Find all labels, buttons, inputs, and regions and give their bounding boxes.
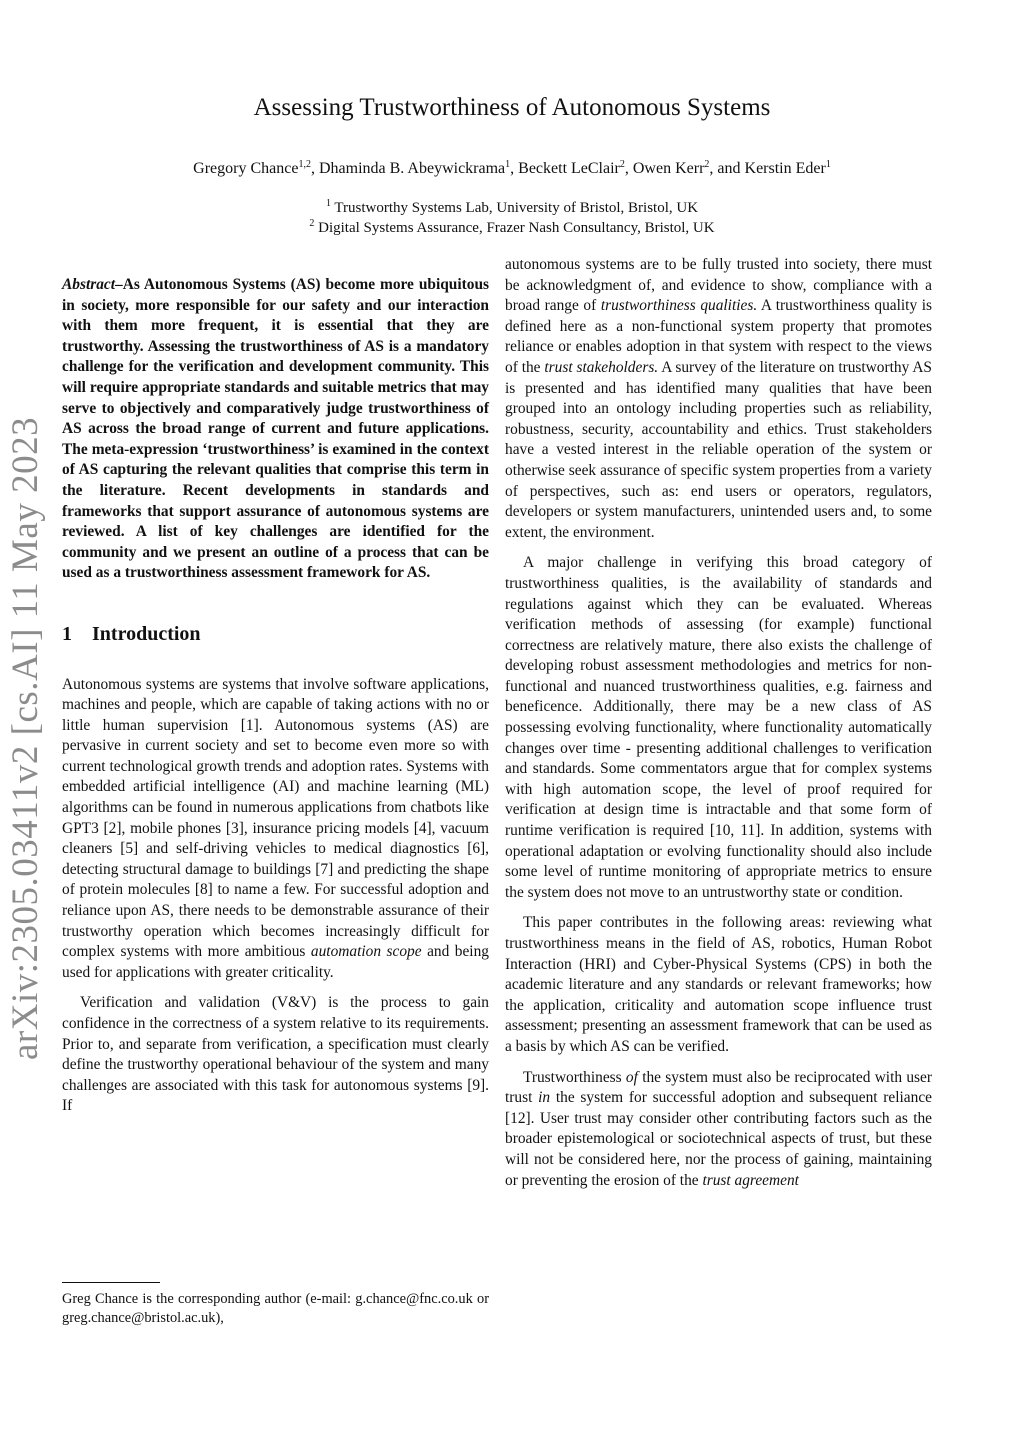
author-affil-mark: 1 bbox=[825, 159, 831, 170]
abstract bbox=[62, 275, 489, 584]
author-name: Owen Kerr bbox=[632, 160, 705, 177]
abstract-label: Abstract bbox=[62, 276, 116, 293]
affiliation-2 bbox=[0, 218, 1024, 238]
author-affil-mark: 2 bbox=[619, 159, 625, 170]
arxiv-identifier: arXiv:2305.03411v2 [cs.AI] 11 May 2023 bbox=[5, 416, 46, 1060]
section-heading-introduction bbox=[62, 624, 489, 645]
section-number: 1 bbox=[62, 622, 72, 645]
right-paragraph-4 bbox=[505, 1068, 932, 1192]
author-name: Beckett LeClair bbox=[518, 160, 620, 177]
intro-p1-text: Autonomous systems are systems that involve software applications, machines and people, which are capable of taking actions with no or little human supervision [1]. Autonomous systems (AS) are pervasive in current society and set to become even more so with current technological growth trends and adoption rates. Systems with embedded artificial intelligence (AI) and machine learning (ML) algorithms can be found in numerous applications from chatbots like GPT3 [2], mobile phones [3], insurance pricing models [4], vacuum cleaners [5] and self-driving vehicles to medical diagnostics [6], detecting structural damage to buildings [7] and predicting the shape of protein molecules [8] to name a few. For successful adoption and reliance upon AS, there needs to be demonstrable assurance of their trustworthy operation which becomes increasingly difficult for complex systems with more ambitious bbox=[62, 675, 489, 961]
affiliation-mark: 2 bbox=[309, 218, 315, 229]
abstract-text: –As Autonomous Systems (AS) become more ubiquitous in society, more responsible for our safety and our interaction with them more frequent, it is essential that they are trustworthy. Assessing the trustworthiness of AS is a mandatory challenge for the verification and development community. This will require appropriate standards and suitable metrics that may serve to objectively and comparatively judge trustworthiness of AS across the broad range of current and future applications. The meta-expression ‘trustworthiness’ is examined in the context of AS capturing the relevant qualities that comprise this term in the literature. Recent developments in standards and frameworks that support assurance of autonomous systems are reviewed. A list of key challenges are identified for the community and we present an outline of a process that can be used as a trustworthiness assessment framework for AS. bbox=[62, 276, 489, 582]
right-p4-text-b: the system must also be reciprocated with user trust bbox=[505, 1068, 932, 1107]
author-name: Kerstin Eder bbox=[744, 160, 826, 177]
right-p4-emphasis-3: trust agreement bbox=[702, 1171, 799, 1189]
right-p1-text-b: A trustworthiness quality is defined here as a non-functional system property that promotes reliance or enables adoption in that system with respect to the views of the bbox=[505, 297, 932, 376]
right-p1-emphasis-1: trustworthiness qualities. bbox=[600, 297, 758, 315]
right-p1-emphasis-2: trust stakeholders. bbox=[544, 358, 659, 376]
affiliation-mark: 1 bbox=[325, 198, 331, 209]
affiliation-text: Digital Systems Assurance, Frazer Nash Consultancy, Bristol, UK bbox=[318, 220, 715, 236]
intro-paragraph-2: Verification and validation (V&V) is the process to gain confidence in the correctness of a system relative to its requirements. Prior to, and separate from verification, a specification must clearly define the trustworthy operational behaviour of the system and many challenges are associated with this task for autonomous systems [9]. If bbox=[62, 994, 489, 1115]
right-p4-emphasis-1: of bbox=[625, 1068, 638, 1086]
right-paragraph-1 bbox=[505, 255, 932, 543]
footnote-rule bbox=[62, 1282, 160, 1283]
right-p4-text-a: Trustworthiness bbox=[523, 1068, 622, 1086]
intro-p1-emphasis: automation scope bbox=[310, 943, 422, 961]
intro-paragraph-1 bbox=[62, 675, 489, 984]
author-affil-mark: 2 bbox=[704, 159, 710, 170]
author-list: Gregory Chance$^{1,2}$, Dhaminda B. Abeywickrama$^1$, Beckett LeClair$^2$, Owen Kerr$^2$, and Kerstin Eder$^1$ bbox=[193, 159, 831, 177]
right-paragraph-3: This paper contributes in the following areas: reviewing what trustworthiness means in the field of AS, robotics, Human Robot Interaction (HRI) and Cyber-Physical Systems (CPS) in both the academic literature and any standards or relevant frameworks; how the application, criticality and automation scope influence trust assessment; presenting an assessment framework that can be used as a basis by which AS can be verified. bbox=[505, 914, 932, 1055]
paper-title: Assessing Trustworthiness of Autonomous Systems bbox=[253, 94, 771, 121]
affiliation-text: Trustworthy Systems Lab, University of Bristol, Bristol, UK bbox=[334, 200, 699, 216]
affiliations bbox=[0, 198, 1024, 238]
section-title: Introduction bbox=[92, 622, 201, 645]
author-name: Dhaminda B. Abeywickrama bbox=[318, 160, 506, 177]
right-column bbox=[505, 255, 932, 1191]
author-affil-mark: 1 bbox=[505, 159, 511, 170]
left-column bbox=[62, 275, 489, 1117]
footnote: Greg Chance is the corresponding author (e-mail: g.chance@fnc.co.uk or greg.chance@bristol.ac.uk), bbox=[62, 1291, 489, 1326]
right-p4-text-c: the system for successful adoption and subsequent reliance [12]. User trust may consider other contributing factors such as the broader epistemological or sociotechnical aspects of trust, but these will not be considered here, nor the process of gaining, maintaining or preventing the erosion of the bbox=[505, 1089, 932, 1189]
intro-p1-end: and being used for applications with greater criticality. bbox=[62, 943, 489, 981]
right-p1-text-c: A survey of the literature on trustworthy AS is presented and has identified many qualities that have been grouped into an ontology including properties such as reliability, robustness, security, accountability and ethics. Trust stakeholders have a vested interest in the reliable operation of the system or otherwise seek assurance of specific system properties from a variety of perspectives, such as: end users or operators, regulators, developers or system manufacturers, unintended users and, to some extent, the environment. bbox=[505, 358, 932, 541]
right-paragraph-2: A major challenge in verifying this broad category of trustworthiness qualities, is the availability of standards and regulations against which they can be evaluated. Whereas verification methods of assessing (for example) functional correctness are relatively mature, there also exists the challenge of developing robust assessment methodologies and metrics for non-functional and nuanced trustworthiness qualities, e.g. fairness and beneficence. Additionally, there may be a new class of AS possessing evolving functionality, where functionality automatically changes over time - presenting additional challenges to verification and standards. Some commentators argue that for complex systems with high automation scope, the level of proof required for verification at design time is intractable and that some form of runtime verification is required [10, 11]. In addition, systems with operational adaptation or evolving functionality should also include some level of runtime monitoring of appropriate metrics to ensure the system does not move to an untrustworthy state or condition. bbox=[505, 554, 932, 901]
author-name: Gregory Chance bbox=[193, 160, 299, 177]
right-p4-emphasis-2: in bbox=[538, 1089, 551, 1107]
affiliation-1 bbox=[0, 198, 1024, 218]
author-conjunction: and bbox=[717, 160, 741, 177]
author-affil-mark: 1,2 bbox=[298, 159, 311, 170]
right-p1-text-a: autonomous systems are to be fully trusted into society, there must be acknowledgment of, and evidence to show, compliance with a broad range of bbox=[505, 256, 932, 315]
